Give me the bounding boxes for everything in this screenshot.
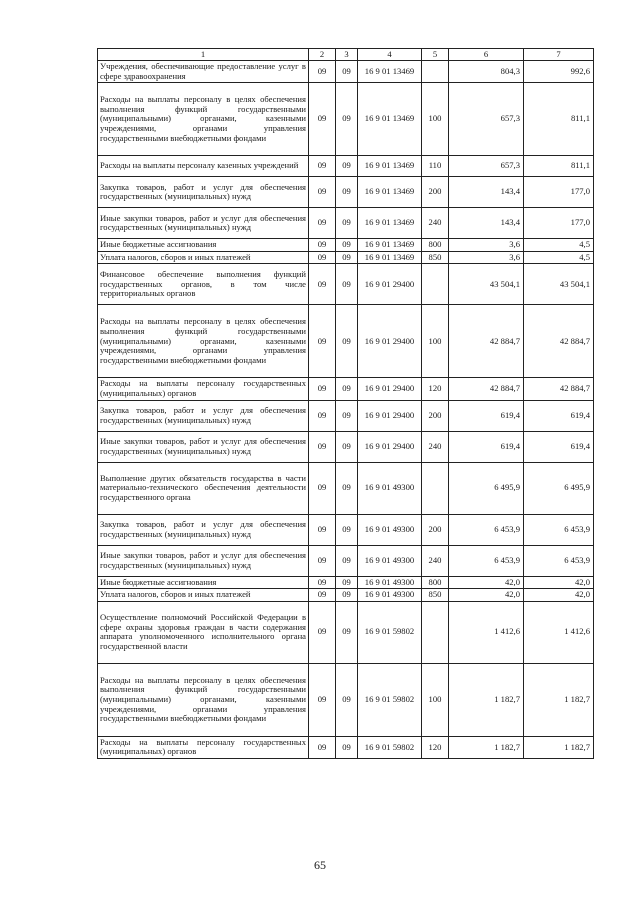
table-row [98,601,594,663]
row-amount-year-1: 3,6 [449,251,524,264]
row-subsection-code: 09 [336,736,358,758]
row-subsection-code: 09 [336,576,358,589]
row-target-article-code: 16 9 01 13469 [358,83,422,156]
row-amount-year-2: 42,0 [524,589,594,602]
row-target-article-code: 16 9 01 49300 [358,589,422,602]
row-expense-type-code: 110 [422,156,449,177]
table-row [98,83,594,156]
row-expense-type-code: 120 [422,736,449,758]
table-row [98,305,594,378]
row-description: Учреждения, обеспечивающие предоставление услуг в сфере здравоохранения [98,61,309,83]
row-description: Уплата налогов, сборов и иных платежей [98,589,309,602]
row-description: Выполнение других обязательств государства в части материально-технического обеспечения деятельности государственного органа [98,462,309,514]
row-amount-year-1: 42 884,7 [449,305,524,378]
row-section-code: 09 [309,400,336,431]
row-subsection-code: 09 [336,514,358,545]
row-amount-year-1: 6 453,9 [449,514,524,545]
row-target-article-code: 16 9 01 49300 [358,462,422,514]
budget-table-sheet [97,48,593,759]
row-subsection-code: 09 [336,83,358,156]
row-description: Расходы на выплаты персоналу казенных учреждений [98,156,309,177]
row-section-code: 09 [309,61,336,83]
row-expense-type-code: 240 [422,545,449,576]
header-cell-2: 2 [309,49,336,61]
row-subsection-code: 09 [336,431,358,462]
row-amount-year-2: 811,1 [524,83,594,156]
row-section-code: 09 [309,601,336,663]
row-section-code: 09 [309,545,336,576]
row-expense-type-code: 100 [422,305,449,378]
row-section-code: 09 [309,589,336,602]
header-row [98,49,594,61]
row-target-article-code: 16 9 01 13469 [358,156,422,177]
row-description: Финансовое обеспечение выполнения функций государственных органов, в том числе территориальных органов [98,264,309,305]
row-amount-year-1: 619,4 [449,400,524,431]
budget-table [97,48,594,759]
table-row [98,576,594,589]
row-section-code: 09 [309,736,336,758]
row-target-article-code: 16 9 01 49300 [358,514,422,545]
row-section-code: 09 [309,208,336,239]
row-subsection-code: 09 [336,264,358,305]
row-amount-year-1: 657,3 [449,156,524,177]
row-expense-type-code: 850 [422,251,449,264]
table-row [98,431,594,462]
row-description: Расходы на выплаты персоналу государственных (муниципальных) органов [98,736,309,758]
row-amount-year-1: 42,0 [449,589,524,602]
table-row [98,61,594,83]
row-target-article-code: 16 9 01 13469 [358,251,422,264]
row-section-code: 09 [309,576,336,589]
row-subsection-code: 09 [336,208,358,239]
row-amount-year-1: 6 453,9 [449,545,524,576]
row-section-code: 09 [309,264,336,305]
row-section-code: 09 [309,431,336,462]
header-cell-3: 3 [336,49,358,61]
row-amount-year-2: 811,1 [524,156,594,177]
row-amount-year-2: 619,4 [524,400,594,431]
row-description: Уплата налогов, сборов и иных платежей [98,251,309,264]
row-amount-year-1: 657,3 [449,83,524,156]
row-target-article-code: 16 9 01 29400 [358,431,422,462]
header-cell-4: 4 [358,49,422,61]
row-target-article-code: 16 9 01 29400 [358,264,422,305]
row-description: Иные закупки товаров, работ и услуг для обеспечения государственных (муниципальных) нужд [98,208,309,239]
row-amount-year-1: 42,0 [449,576,524,589]
row-expense-type-code: 200 [422,514,449,545]
row-description: Иные бюджетные ассигнования [98,576,309,589]
row-description: Расходы на выплаты персоналу в целях обеспечения выполнения функций государственными (муниципальными) органами, казенными учреждениями, органами управления государственными внебюджетными фондами [98,663,309,736]
row-description: Иные бюджетные ассигнования [98,239,309,252]
row-section-code: 09 [309,514,336,545]
row-section-code: 09 [309,462,336,514]
row-section-code: 09 [309,83,336,156]
header-cell-1: 1 [98,49,309,61]
row-subsection-code: 09 [336,462,358,514]
row-amount-year-1: 143,4 [449,208,524,239]
row-target-article-code: 16 9 01 49300 [358,545,422,576]
row-subsection-code: 09 [336,239,358,252]
row-amount-year-1: 1 182,7 [449,663,524,736]
row-description: Расходы на выплаты персоналу государственных (муниципальных) органов [98,378,309,400]
row-description: Закупка товаров, работ и услуг для обеспечения государственных (муниципальных) нужд [98,400,309,431]
row-amount-year-2: 619,4 [524,431,594,462]
row-amount-year-2: 6 453,9 [524,545,594,576]
row-target-article-code: 16 9 01 59802 [358,601,422,663]
row-section-code: 09 [309,239,336,252]
header-cell-6: 6 [449,49,524,61]
table-row [98,514,594,545]
table-row [98,264,594,305]
table-row [98,545,594,576]
row-amount-year-2: 177,0 [524,177,594,208]
row-subsection-code: 09 [336,177,358,208]
row-amount-year-1: 3,6 [449,239,524,252]
row-amount-year-1: 143,4 [449,177,524,208]
row-subsection-code: 09 [336,156,358,177]
table-row [98,589,594,602]
table-row [98,239,594,252]
row-subsection-code: 09 [336,589,358,602]
row-amount-year-2: 6 495,9 [524,462,594,514]
row-subsection-code: 09 [336,378,358,400]
row-expense-type-code: 200 [422,400,449,431]
row-expense-type-code: 800 [422,239,449,252]
row-amount-year-2: 42 884,7 [524,378,594,400]
header-cell-5: 5 [422,49,449,61]
row-expense-type-code: 120 [422,378,449,400]
row-description: Закупка товаров, работ и услуг для обеспечения государственных (муниципальных) нужд [98,177,309,208]
row-expense-type-code [422,264,449,305]
row-target-article-code: 16 9 01 29400 [358,400,422,431]
row-expense-type-code [422,462,449,514]
table-row [98,177,594,208]
row-target-article-code: 16 9 01 29400 [358,305,422,378]
page-number: 65 [314,858,326,872]
row-description: Иные закупки товаров, работ и услуг для обеспечения государственных (муниципальных) нужд [98,431,309,462]
table-row [98,400,594,431]
table-row [98,208,594,239]
row-amount-year-2: 1 412,6 [524,601,594,663]
row-section-code: 09 [309,305,336,378]
row-expense-type-code [422,601,449,663]
row-target-article-code: 16 9 01 49300 [358,576,422,589]
row-amount-year-2: 4,5 [524,239,594,252]
row-amount-year-2: 177,0 [524,208,594,239]
row-amount-year-1: 1 182,7 [449,736,524,758]
row-amount-year-2: 1 182,7 [524,736,594,758]
row-amount-year-2: 42,0 [524,576,594,589]
row-amount-year-1: 1 412,6 [449,601,524,663]
row-expense-type-code [422,61,449,83]
table-row [98,156,594,177]
row-target-article-code: 16 9 01 59802 [358,736,422,758]
row-subsection-code: 09 [336,663,358,736]
row-amount-year-2: 992,6 [524,61,594,83]
row-amount-year-2: 43 504,1 [524,264,594,305]
row-section-code: 09 [309,156,336,177]
row-subsection-code: 09 [336,61,358,83]
row-section-code: 09 [309,251,336,264]
row-description: Закупка товаров, работ и услуг для обеспечения государственных (муниципальных) нужд [98,514,309,545]
row-target-article-code: 16 9 01 59802 [358,663,422,736]
row-expense-type-code: 240 [422,431,449,462]
table-body [98,61,594,759]
row-target-article-code: 16 9 01 13469 [358,177,422,208]
row-expense-type-code: 800 [422,576,449,589]
table-row [98,663,594,736]
row-subsection-code: 09 [336,251,358,264]
header-cell-7: 7 [524,49,594,61]
row-description: Осуществление полномочий Российской Федерации в сфере охраны здоровья граждан в части содержания аппарата уполномоченного исполнительного органа государственной власти [98,601,309,663]
row-expense-type-code: 850 [422,589,449,602]
row-amount-year-1: 42 884,7 [449,378,524,400]
row-section-code: 09 [309,177,336,208]
row-description: Расходы на выплаты персоналу в целях обеспечения выполнения функций государственными (муниципальными) органами, казенными учреждениями, органами управления государственными внебюджетными фондами [98,83,309,156]
row-amount-year-1: 43 504,1 [449,264,524,305]
row-amount-year-2: 6 453,9 [524,514,594,545]
table-row [98,251,594,264]
row-target-article-code: 16 9 01 13469 [358,61,422,83]
row-expense-type-code: 100 [422,83,449,156]
row-section-code: 09 [309,378,336,400]
row-subsection-code: 09 [336,601,358,663]
row-subsection-code: 09 [336,545,358,576]
table-row [98,736,594,758]
row-amount-year-2: 4,5 [524,251,594,264]
row-amount-year-1: 804,3 [449,61,524,83]
row-description: Иные закупки товаров, работ и услуг для обеспечения государственных (муниципальных) нужд [98,545,309,576]
row-amount-year-1: 619,4 [449,431,524,462]
row-section-code: 09 [309,663,336,736]
row-target-article-code: 16 9 01 29400 [358,378,422,400]
table-row [98,378,594,400]
row-target-article-code: 16 9 01 13469 [358,239,422,252]
row-amount-year-2: 42 884,7 [524,305,594,378]
row-expense-type-code: 240 [422,208,449,239]
row-description: Расходы на выплаты персоналу в целях обеспечения выполнения функций государственными (муниципальными) органами, казенными учреждениями, органами управления государственными внебюджетными фондами [98,305,309,378]
row-amount-year-2: 1 182,7 [524,663,594,736]
row-expense-type-code: 100 [422,663,449,736]
row-target-article-code: 16 9 01 13469 [358,208,422,239]
table-row [98,462,594,514]
row-expense-type-code: 200 [422,177,449,208]
row-subsection-code: 09 [336,305,358,378]
row-amount-year-1: 6 495,9 [449,462,524,514]
row-subsection-code: 09 [336,400,358,431]
